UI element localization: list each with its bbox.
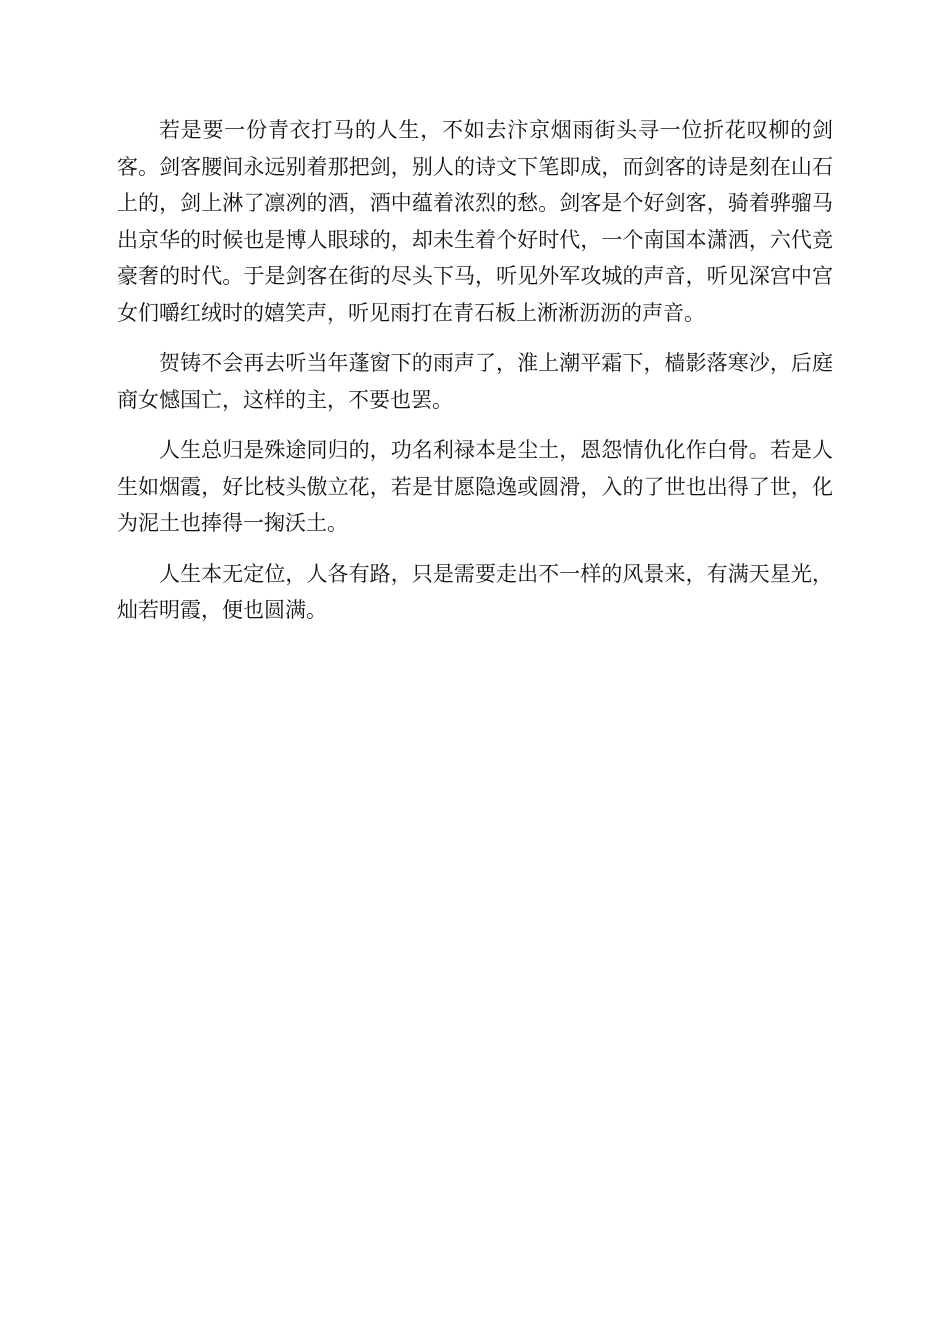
paragraph-3: 人生总归是殊途同归的，功名利禄本是尘土，恩怨情仇化作白骨。若是人生如烟霞，好比枝头傲立花，若是甘愿隐逸或圆滑，入的了世也出得了世，化为泥土也捧得一掬沃土。 <box>117 438 833 535</box>
paragraph-4: 人生本无定位，人各有路，只是需要走出不一样的风景来，有满天星光，灿若明霞，便也圆满。 <box>117 561 833 622</box>
document-body <box>117 112 833 643</box>
paragraph-2: 贺铸不会再去听当年蓬窗下的雨声了，淮上潮平霜下，樯影落寒沙，后庭商女憾国亡，这样的主，不要也罢。 <box>117 351 833 412</box>
paragraph-1: 若是要一份青衣打马的人生，不如去汴京烟雨街头寻一位折花叹柳的剑客。剑客腰间永远别着那把剑，别人的诗文下笔即成，而剑客的诗是刻在山石上的，剑上淋了凛冽的酒，酒中蕴着浓烈的愁。剑客是个好剑客，骑着骅骝马出京华的时候也是博人眼球的，却未生着个好时代，一个南国本潇洒，六代竞豪奢的时代。于是剑客在街的尽头下马，听见外军攻城的声音，听见深宫中宫女们嚼红绒时的嬉笑声，听见雨打在青石板上淅淅沥沥的声音。 <box>117 118 833 325</box>
